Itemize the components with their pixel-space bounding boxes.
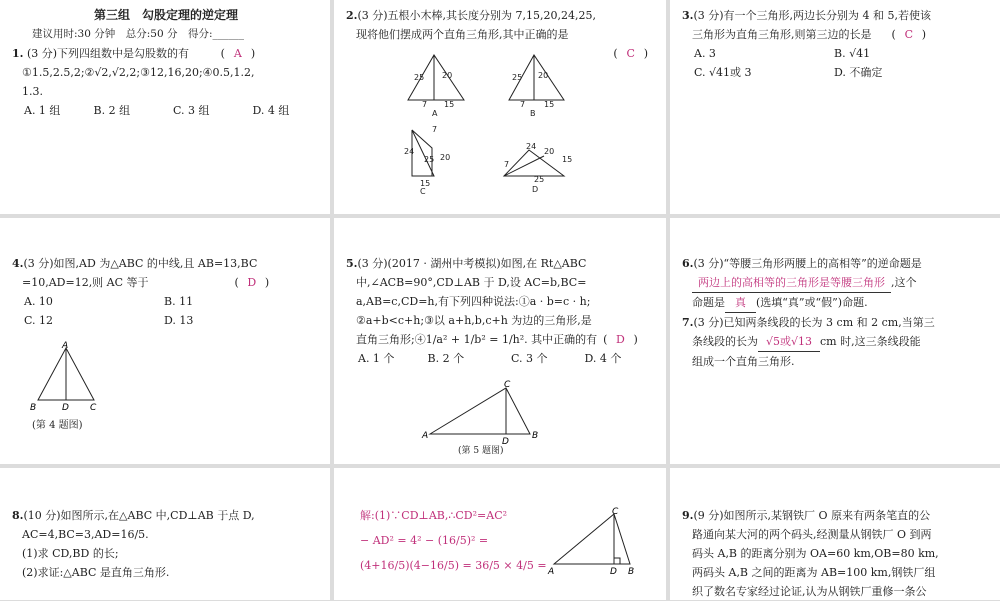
- svg-text:24: 24: [404, 147, 415, 156]
- q6-answer: 两边上的高相等的三角形是等腰三角形: [692, 273, 891, 293]
- svg-text:7: 7: [422, 100, 428, 109]
- q5-option-d: D. 4 个: [584, 352, 622, 365]
- q6-text1: (3 分)“等腰三角形两腰上的高相等”的逆命题是: [693, 257, 922, 270]
- q1-option-b: B. 2 组: [93, 104, 131, 117]
- q9-text2: 路通向某大河的两个码头,经测量从钢铁厂 O 到两: [692, 528, 932, 541]
- figure-label-c: C: [420, 187, 426, 196]
- q5-option-c: C. 3 个: [511, 352, 548, 365]
- svg-text:25: 25: [534, 175, 545, 184]
- q1-text: (3 分)下列四组数中是勾股数的有: [26, 47, 190, 60]
- solution-line1: 解:(1)∵CD⊥AB,∴CD²=AC²: [360, 509, 508, 522]
- figure-d-triangle: [504, 150, 564, 176]
- figure-label-a: A: [432, 109, 438, 118]
- q3-options-row2: [682, 63, 990, 82]
- cell-q9: [670, 468, 1000, 600]
- q1-line: 1. (3 分)下列四组数中是勾股数的有 ( A ): [12, 44, 320, 63]
- section-title: 第三组 勾股定理的逆定理: [93, 8, 238, 22]
- q8-text2: AC=4,BC=3,AD=16/5.: [22, 528, 149, 541]
- svg-text:B: B: [30, 403, 37, 413]
- svg-text:7: 7: [504, 160, 510, 169]
- q1-option-d: D. 4 组: [252, 104, 290, 117]
- cell-q8: [0, 468, 330, 600]
- figure-label-b: B: [530, 109, 536, 118]
- q6-number: 6.: [682, 257, 694, 270]
- q7-text1: (3 分)已知两条线段的长为 3 cm 和 2 cm,当第三: [693, 316, 935, 329]
- svg-text:25: 25: [424, 155, 435, 164]
- q4-option-a: A. 10: [24, 295, 53, 308]
- q3-option-c: C. √41或 3: [694, 66, 752, 79]
- q5-line1: [346, 254, 656, 273]
- q7-text4: 组成一个直角三角形.: [692, 355, 795, 368]
- q6-text3: 命题是: [692, 296, 725, 309]
- q9-text5: 织了数名专家经过论证,认为从钢铁厂重修一条公: [692, 585, 927, 598]
- q8-label-c: C: [612, 507, 619, 517]
- q2-answer-line: ( C ): [346, 44, 656, 63]
- q9-line1: [682, 506, 990, 525]
- q8-text1: (10 分)如图所示,在△ABC 中,CD⊥AB 于点 D,: [23, 509, 255, 522]
- q5-answer: D: [616, 333, 625, 346]
- q3-option-a: A. 3: [694, 47, 716, 60]
- figure-label-d: D: [532, 185, 539, 194]
- q5-text1: (3 分)(2017 · 湖州中考模拟)如图,在 Rt△ABC: [357, 257, 587, 270]
- q1-line2: ①1.5,2.5,2;②√2,√2,2;③12,16,20;④0.5,1.2,: [22, 66, 255, 79]
- q1-line3: 1.3.: [22, 85, 43, 98]
- svg-text:15: 15: [544, 100, 555, 109]
- svg-text:D: D: [62, 403, 69, 413]
- q5-caption: (第 5 题图): [458, 446, 504, 456]
- q4-options-row1: [12, 292, 320, 311]
- q5-text2: 中,∠ACB=90°,CD⊥AB 于 D,设 AC=b,BC=: [356, 276, 587, 289]
- q2-figures: [394, 50, 704, 196]
- cell-q2: [334, 0, 666, 214]
- cell-q6-q7: [670, 218, 1000, 464]
- q4-caption: (第 4 题图): [32, 420, 83, 431]
- svg-text:20: 20: [440, 153, 451, 162]
- svg-text:15: 15: [420, 179, 431, 188]
- q3-answer: C: [904, 28, 913, 41]
- q6-line2: [682, 273, 990, 293]
- q4-text2: =10,AD=12,则 AC 等于: [22, 276, 149, 289]
- q2-text2: 现将他们摆成两个直角三角形,其中正确的是: [356, 28, 569, 41]
- q4-line2: =10,AD=12,则 AC 等于 ( D ): [12, 273, 320, 292]
- q4-option-d: D. 13: [164, 314, 194, 327]
- q7-number: 7.: [682, 316, 694, 329]
- q6-text4: (选填“真”或“假”)命题.: [756, 296, 868, 309]
- svg-text:25: 25: [414, 73, 425, 82]
- q8-label-a: A: [548, 567, 555, 577]
- q1-option-a: A. 1 组: [24, 104, 61, 117]
- q4-figure: [28, 342, 118, 422]
- q7-answer: √5或√13: [758, 332, 820, 352]
- q5-text5: 直角三角形;④1/a² + 1/b² = 1/h². 其中正确的有: [356, 333, 598, 346]
- cell-q4: [0, 218, 330, 464]
- q3-option-b: B. √41: [834, 47, 871, 60]
- q8-number: 8.: [12, 509, 24, 522]
- q2-number: 2.: [346, 9, 358, 22]
- q4-text1: (3 分)如图,AD 为△ABC 的中线,且 AB=13,BC: [23, 257, 258, 270]
- q4-option-c: C. 12: [24, 314, 54, 327]
- q2-text1: (3 分)五根小木棒,其长度分别为 7,15,20,24,25,: [357, 9, 597, 22]
- svg-text:24: 24: [526, 142, 537, 151]
- q5-line5: 直角三角形;④1/a² + 1/b² = 1/h². 其中正确的有 ( D ): [346, 330, 656, 349]
- q3-line2: 三角形为直角三角形,则第三边的长是 ( C ): [682, 25, 990, 44]
- q3-line1: [682, 6, 990, 25]
- svg-text:25: 25: [512, 73, 523, 82]
- q6-text2: ,这个: [891, 276, 917, 289]
- q7-line1: [682, 313, 990, 332]
- q7-text2: 条线段的长为: [692, 335, 758, 348]
- q5-figure: [422, 380, 562, 450]
- q4-answer: D: [247, 276, 257, 289]
- q3-option-d: D. 不确定: [834, 66, 883, 79]
- q6-line3: [682, 293, 990, 313]
- q2-line1: [346, 6, 656, 25]
- q2-answer: C: [626, 47, 635, 60]
- svg-text:20: 20: [442, 71, 453, 80]
- q6-answer2: 真: [725, 293, 756, 313]
- svg-text:20: 20: [544, 147, 555, 156]
- q9-text1: (9 分)如图所示,某钢铁厂 O 原来有两条笔直的公: [693, 509, 931, 522]
- q8-figure: [548, 508, 658, 578]
- q3-text1: (3 分)有一个三角形,两边长分别为 4 和 5,若使该: [693, 9, 932, 22]
- q8-text3: (1)求 CD,BD 的长;: [22, 547, 119, 560]
- q8-line1: [12, 506, 320, 525]
- q5-number: 5.: [346, 257, 358, 270]
- svg-text:C: C: [90, 403, 97, 413]
- q1-option-c: C. 3 组: [173, 104, 210, 117]
- q4-line1: [12, 254, 320, 273]
- svg-text:D: D: [502, 437, 509, 447]
- section-meta: 建议用时:30 分钟 总分:50 分 得分:______: [32, 28, 245, 40]
- svg-text:C: C: [504, 380, 511, 390]
- svg-text:7: 7: [432, 125, 438, 134]
- cell-q1: [0, 0, 330, 214]
- q1-answer: A: [233, 47, 242, 60]
- svg-text:15: 15: [444, 100, 455, 109]
- q8-label-b: B: [628, 567, 635, 577]
- svg-text:A: A: [62, 341, 69, 351]
- q5-text3: a,AB=c,CD=h,有下列四种说法:①a · b=c · h;: [356, 295, 591, 308]
- q8-label-d: D: [610, 567, 617, 577]
- svg-text:7: 7: [520, 100, 526, 109]
- q6-line1: [682, 254, 990, 273]
- q5-options: [346, 349, 656, 368]
- q3-options-row1: [682, 44, 990, 63]
- q4-options-row2: [12, 311, 320, 330]
- q8-text4: (2)求证:△ABC 是直角三角形.: [22, 566, 170, 579]
- q5-option-b: B. 2 个: [427, 352, 465, 365]
- q1-options: [12, 101, 320, 120]
- solution-line2: − AD² = 4² − (16/5)² =: [360, 534, 489, 547]
- q5-text4: ②a+b<c+h;③以 a+h,b,c+h 为边的三角形,是: [356, 314, 592, 327]
- q4-number: 4.: [12, 257, 24, 270]
- q3-text2: 三角形为直角三角形,则第三边的长是: [692, 28, 872, 41]
- cell-q3: [670, 0, 1000, 214]
- q7-text3: cm 时,这三条线段能: [820, 335, 921, 348]
- q9-number: 9.: [682, 509, 694, 522]
- q9-text3: 码头 A,B 的距离分别为 OA=60 km,OB=80 km,: [692, 547, 939, 560]
- cell-q5: [334, 218, 666, 464]
- figure-c-triangle: [412, 130, 434, 176]
- cell-q8-solution: [334, 468, 666, 600]
- svg-text:15: 15: [562, 155, 573, 164]
- svg-text:A: A: [422, 431, 429, 441]
- q5-option-a: A. 1 个: [358, 352, 395, 365]
- q3-number: 3.: [682, 9, 694, 22]
- q7-line2: [682, 332, 990, 352]
- q9-text4: 两码头 A,B 之间的距离为 AB=100 km,钢铁厂组: [692, 566, 936, 579]
- solution-line3: (4+16/5)(4−16/5) = 36/5 × 4/5 =: [360, 559, 547, 572]
- svg-text:B: B: [532, 431, 539, 441]
- svg-text:20: 20: [538, 71, 549, 80]
- q1-number: 1.: [12, 47, 24, 60]
- q4-option-b: B. 11: [164, 295, 194, 308]
